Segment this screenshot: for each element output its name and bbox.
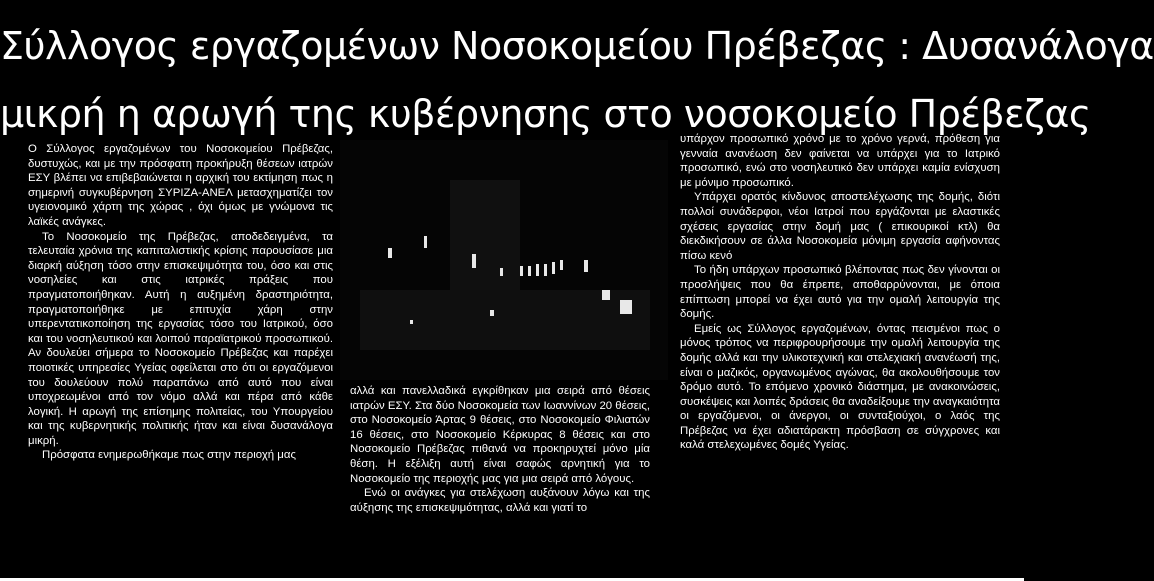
paragraph: Το Νοσοκομείο της Πρέβεζας, αποδεδειγμένα, τα τελευταία χρόνια της καπιταλιστικής κρίσης παρουσίασε μια διαρκή αύξηση τόσο στην επισκεψιμότητα του, όσο και στις νοσηλείες και στις ιατρικές πράξεις που πραγματοποιήθηκαν. Αυτή η αυξημένη δραστηριότητα, πραγματοποιήθηκε με επιτυχία χάρη στην υπερεντατικοποίηση της εργασίας τόσο του Ιατρικού, όσο και του νοσηλευτικού και λοιπού παραϊατρικού προσωπικού. Αν δουλεύει σήμερα το Νοσοκομείο Πρέβεζας και παρέχει ποιοτικές υπηρεσίες Υγείας οφείλεται στο ότι οι εργαζόμενοι του δουλεύουν πολύ παραπάνω από αυτό που είναι υποχρεωμένοι από τον νόμο αλλά και πέρα από κάθε λογική. Η αρωγή της επίσημης πολιτείας, του Υπουργείου και της κυβερνητικής πολιτικής ήταν και είναι δυσανάλογα μικρή. (28, 230, 333, 447)
paragraph: Ο Σύλλογος εργαζομένων του Νοσοκομείου Πρέβεζας, δυστυχώς, και με την πρόσφατη προκήρυξη θέσεων ιατρών ΕΣΥ βλέπει να επιβεβαιώνεται η αρχική του εκτίμηση πως η σημερινή συγκυβέρνηση ΣΥΡΙΖΑ-ΑΝΕΛ μετασχηματίζει τον υγειονομικό χάρτη της χώρας , όχι όμως με γνώμονα τις λαϊκές ανάγκες. (28, 143, 333, 228)
headline-line-2: μικρή η αρωγή της κυβέρνησης στο νοσοκομείο Πρέβεζας (0, 92, 1091, 136)
paragraph: Το ήδη υπάρχων προσωπικό βλέποντας πως δεν γίνονται οι προσλήψεις που θα έπρεπε, αποθαρρύνονται, με όποια επίπτωση μπορεί να έχει αυτό για την ομαλή λειτουργία της δομής. (680, 264, 1000, 321)
article-column-middle (350, 384, 650, 515)
paragraph: υπάρχον προσωπικό χρόνο με το χρόνο γερνά, πρόθεση για γενναία ανανέωση δεν φαίνεται να υπάρχει για το Ιατρικό προσωπικό, ενώ στο νοσηλευτικό δεν υπάρχει καμία ενίσχυση με μόνιμο προσωπικό. (680, 133, 1000, 189)
paragraph: Ενώ οι ανάγκες για στελέχωση αυξάνουν λόγω και της αύξησης της επισκεψιμότητας, αλλά και γιατί το (350, 487, 650, 514)
hospital-night-photo (340, 140, 668, 380)
article-column-left (28, 142, 333, 463)
paragraph: Πρόσφατα ενημερωθήκαμε πως στην περιοχή μας (42, 449, 296, 462)
headline (0, 0, 1154, 140)
hospital-building-image (340, 140, 668, 380)
headline-line-1: Σύλλογος εργαζομένων Νοσοκομείου Πρέβεζας : Δυσανάλογα (0, 24, 1154, 68)
article-column-right (680, 132, 1000, 453)
paragraph: αλλά και πανελλαδικά εγκρίθηκαν μια σειρά από θέσεις ιατρών ΕΣΥ. Στα δύο Νοσοκομεία των Ιωαννίνων 20 θέσεις, στο Νοσοκομείο Άρτας 9 θέσεις, στο Νοσοκομείο Φιλιατών 16 θέσεις, στο Νοσοκομείο Κέρκυρας 8 θέσεις και στο Νοσοκομείο Πρέβεζας πιθανά να προκηρυχτεί μόνο μία θέση. Η εξέλιξη αυτή είναι σαφώς αρνητική για το Νοσοκομείο της περιοχής μας για μια σειρά από λόγους. (350, 385, 650, 485)
paragraph: Υπάρχει ορατός κίνδυνος αποστελέχωσης της δομής, διότι πολλοί συνάδερφοι, νέοι Ιατροί που εργάζονται με ελαστικές σχέσεις εργασίας στην δομή μας ( επικουρικοί κτλ) θα διεκδικήσουν σε άλλα Νοσοκομεία μόνιμη εργασία αφήνοντας πίσω κενό (680, 191, 1000, 262)
paragraph: Εμείς ως Σύλλογος εργαζομένων, όντας πεισμένοι πως ο μόνος τρόπος να περιφρουρήσουμε την ομαλή λειτουργία της δομής αλλά και την υλικοτεχνική και στελεχιακή ανανέωσή της, είναι ο μαζικός, οργανωμένος αγώνας, θα ακολουθήσουμε τον δρόμο αυτό. Το επόμενο χρονικό διάστημα, με ανακοινώσεις, συσκέψεις και λοιπές δράσεις θα αναδείξουμε την αναγκαιότητα οι εργαζόμενοι, οι άνεργοι, οι συνταξιούχοι, ο λαός της Πρέβεζας να έχει αδιατάρακτη πρόσβαση σε σύγχρονες και καλά στελεχωμένες δομές Υγείας. (680, 322, 1000, 452)
